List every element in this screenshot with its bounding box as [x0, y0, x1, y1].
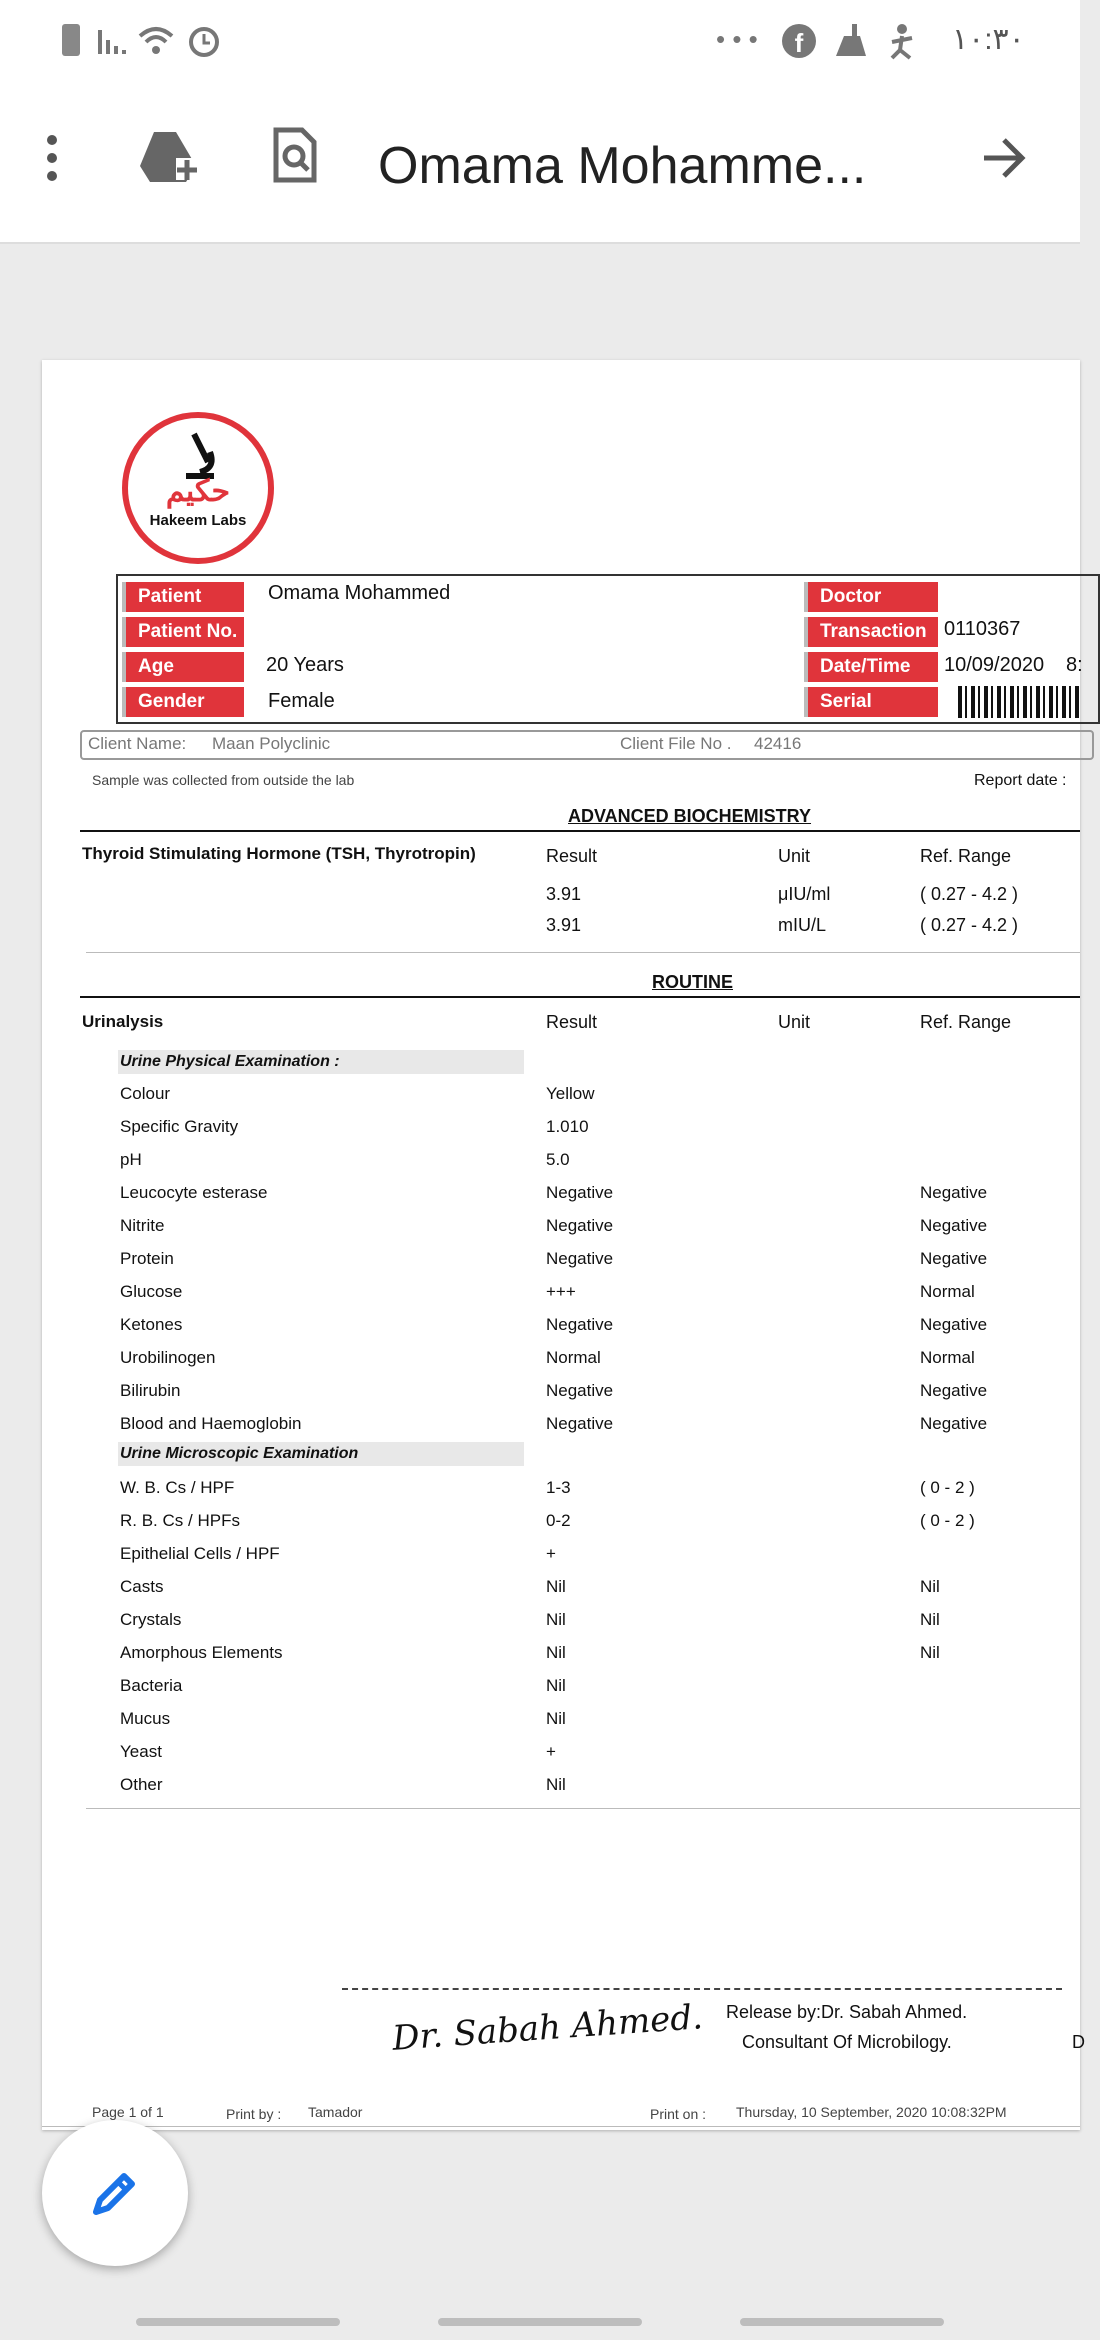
- nav-bar-handle[interactable]: [136, 2318, 340, 2326]
- document-title: Omama Mohamme...: [378, 137, 867, 195]
- row-name: Bacteria: [120, 1676, 183, 1695]
- row-name: W. B. Cs / HPF: [120, 1478, 235, 1497]
- label-transaction: Transaction: [804, 617, 938, 647]
- row-range: Negative: [920, 1315, 988, 1334]
- row-result: 1-3: [546, 1478, 571, 1497]
- row-range: Negative: [920, 1216, 988, 1235]
- facebook-icon: f: [782, 24, 816, 58]
- col-result: Result: [546, 846, 598, 866]
- row-result: 1.010: [546, 1117, 589, 1136]
- row-result: Negative: [546, 1414, 614, 1433]
- status-bar: [0, 0, 1080, 84]
- client-file: 42416: [754, 734, 802, 753]
- divider: [86, 1808, 1080, 1809]
- divider: [42, 2126, 1080, 2127]
- row-name: R. B. Cs / HPFs: [120, 1511, 240, 1530]
- row-range: Normal: [920, 1348, 975, 1367]
- add-to-drive-icon[interactable]: [136, 128, 200, 184]
- client-file-label: Client File No .: [620, 734, 732, 753]
- tsh-unit-1: μIU/ml: [778, 884, 831, 904]
- nav-bar-handle[interactable]: [740, 2318, 944, 2326]
- label-patient-no: Patient No.: [122, 617, 244, 647]
- print-on-label: Print on :: [650, 2106, 707, 2122]
- row-result: Nil: [546, 1676, 566, 1695]
- tsh-range-2: ( 0.27 - 4.2 ): [920, 915, 1019, 935]
- row-name: Epithelial Cells / HPF: [120, 1544, 280, 1563]
- row-range: Negative: [920, 1414, 988, 1433]
- tsh-result-2: 3.91: [546, 915, 582, 935]
- signal-icon: [96, 26, 130, 56]
- row-result: Nil: [546, 1610, 566, 1629]
- row-result: 5.0: [546, 1150, 570, 1169]
- row-range: Normal: [920, 1282, 975, 1301]
- col-unit: Unit: [778, 846, 811, 866]
- row-range: ( 0 - 2 ): [920, 1478, 975, 1497]
- patient-info-box: [116, 574, 1100, 724]
- label-doctor: Doctor: [804, 582, 938, 612]
- col-range: Ref. Range: [920, 846, 1012, 866]
- row-result: Negative: [546, 1216, 614, 1235]
- label-serial: Serial: [804, 687, 938, 717]
- divider: [86, 952, 1080, 953]
- row-name: Other: [120, 1775, 163, 1794]
- row-result: Nil: [546, 1709, 566, 1728]
- tsh-unit-2: mIU/L: [778, 915, 827, 935]
- section-advanced-biochemistry: ADVANCED BIOCHEMISTRY: [568, 806, 812, 826]
- row-range: Negative: [920, 1381, 988, 1400]
- row-name: Nitrite: [120, 1216, 165, 1235]
- row-range: Negative: [920, 1249, 988, 1268]
- row-result: +: [546, 1544, 556, 1563]
- notification-more: • • •: [716, 24, 758, 54]
- pencil-icon: [90, 2168, 140, 2218]
- row-result: +: [546, 1742, 556, 1761]
- row-result: Negative: [546, 1183, 614, 1202]
- urinalysis-title: Urinalysis: [82, 1012, 164, 1031]
- col-range: Ref. Range: [920, 1012, 1012, 1032]
- release-title: Consultant Of Microbilogy.: [742, 2032, 952, 2052]
- overflow-menu-icon[interactable]: [44, 134, 60, 182]
- row-range: Negative: [920, 1183, 988, 1202]
- row-name: Mucus: [120, 1709, 171, 1728]
- signature-dashed-line: [342, 1988, 1062, 1990]
- report-date-label: Report date :: [974, 772, 1067, 789]
- label-age: Age: [122, 652, 244, 682]
- tsh-range-1: ( 0.27 - 4.2 ): [920, 884, 1019, 904]
- row-name: pH: [120, 1150, 142, 1169]
- release-tail: D: [1072, 2032, 1085, 2052]
- clock: ١٠:٣٠: [952, 23, 1025, 56]
- microscopic-exam-header: Urine Microscopic Examination: [118, 1442, 524, 1466]
- row-name: Specific Gravity: [120, 1117, 239, 1136]
- nav-bar-handle[interactable]: [438, 2318, 642, 2326]
- row-name: Yeast: [120, 1742, 162, 1761]
- cleaner-icon: [830, 22, 870, 60]
- arrow-forward-icon[interactable]: [982, 136, 1028, 180]
- row-range: Nil: [920, 1643, 940, 1662]
- row-name: Crystals: [120, 1610, 182, 1629]
- row-result: Yellow: [546, 1084, 595, 1103]
- row-name: Leucocyte esterase: [120, 1183, 268, 1202]
- page-number: Page 1 of 1: [92, 2104, 164, 2120]
- row-name: Ketones: [120, 1315, 183, 1334]
- signature: Dr. Sabah Ahmed.: [390, 1997, 705, 2059]
- divider: [80, 830, 1080, 832]
- row-result: Negative: [546, 1249, 614, 1268]
- client-name: Maan Polyclinic: [212, 734, 331, 753]
- report-page: [42, 360, 1085, 2130]
- row-name: Blood and Haemoglobin: [120, 1414, 302, 1433]
- client-name-label: Client Name:: [88, 734, 187, 753]
- alarm-icon: [186, 22, 222, 58]
- edit-fab-button[interactable]: [42, 2120, 188, 2266]
- row-result: Negative: [546, 1315, 614, 1334]
- row-result: Nil: [546, 1577, 566, 1596]
- section-routine: ROUTINE: [652, 972, 733, 992]
- hakeem-labs-logo: [122, 412, 274, 564]
- row-result: Nil: [546, 1775, 566, 1794]
- row-range: Nil: [920, 1577, 940, 1596]
- row-result: +++: [546, 1282, 576, 1301]
- label-patient: Patient: [122, 582, 244, 612]
- row-name: Bilirubin: [120, 1381, 181, 1400]
- serial-barcode: [958, 686, 1080, 718]
- physical-exam-header: Urine Physical Examination :: [118, 1050, 524, 1074]
- patient-gender: Female: [268, 690, 335, 712]
- transaction-value: 0110367: [944, 618, 1021, 640]
- wifi-icon: [136, 22, 176, 58]
- divider: [80, 996, 1080, 998]
- tsh-result-1: 3.91: [546, 884, 582, 904]
- datetime-value: 10/09/2020: [944, 654, 1045, 676]
- row-name: Colour: [120, 1084, 171, 1103]
- collected-note: Sample was collected from outside the lab: [92, 772, 355, 788]
- patient-name: Omama Mohammed: [268, 582, 451, 604]
- row-result: Negative: [546, 1381, 614, 1400]
- row-result: Normal: [546, 1348, 601, 1367]
- tsh-test-name: Thyroid Stimulating Hormone (TSH, Thyrotropin): [82, 844, 476, 863]
- logo-arabic: حكيم: [165, 475, 231, 508]
- row-result: 0-2: [546, 1511, 571, 1530]
- patient-age: 20 Years: [266, 654, 344, 676]
- col-unit: Unit: [778, 1012, 811, 1032]
- battery-icon: [62, 24, 80, 56]
- row-name: Casts: [120, 1577, 164, 1596]
- label-datetime: Date/Time: [804, 652, 938, 682]
- row-range: ( 0 - 2 ): [920, 1511, 975, 1530]
- row-result: Nil: [546, 1643, 566, 1662]
- accessibility-icon: [882, 22, 918, 60]
- logo-text: Hakeem Labs: [149, 512, 247, 529]
- row-name: Protein: [120, 1249, 174, 1268]
- label-gender: Gender: [122, 687, 244, 717]
- release-by: Release by:Dr. Sabah Ahmed.: [726, 2002, 968, 2022]
- datetime-tail: 8:: [1066, 654, 1083, 676]
- row-name: Amorphous Elements: [120, 1643, 283, 1662]
- print-by: Tamador: [308, 2104, 363, 2120]
- row-range: Nil: [920, 1610, 940, 1629]
- row-name: Glucose: [120, 1282, 183, 1301]
- find-in-page-icon[interactable]: [272, 126, 318, 184]
- app-bar: [0, 84, 1080, 244]
- col-result: Result: [546, 1012, 598, 1032]
- row-name: Urobilinogen: [120, 1348, 216, 1367]
- print-by-label: Print by :: [226, 2106, 282, 2122]
- print-on: Thursday, 10 September, 2020 10:08:32PM: [736, 2104, 1007, 2120]
